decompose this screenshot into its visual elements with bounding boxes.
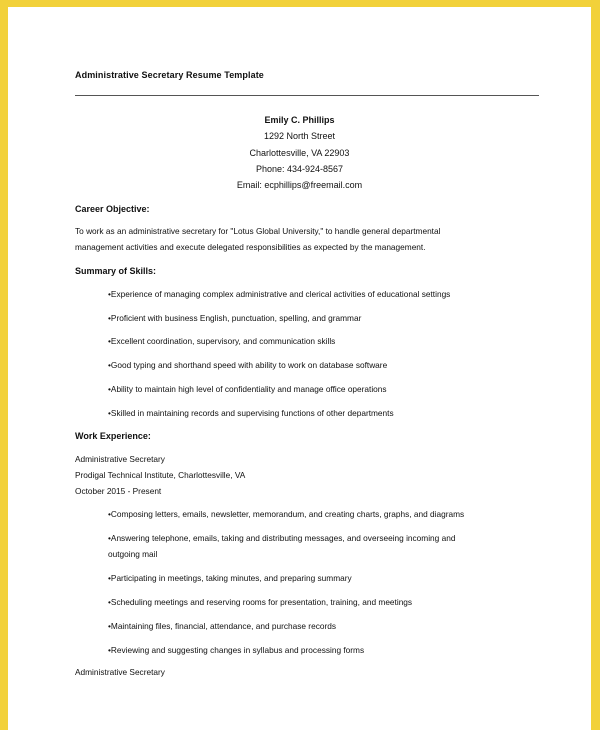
contact-email: Email: ecphillips@freemail.com <box>236 180 363 190</box>
resume-page <box>8 7 591 730</box>
career-objective-line: To work as an administrative secretary for "Lotus Global University," to handle general departmental <box>75 226 441 236</box>
job-employer: Prodigal Technical Institute, Charlottesville, VA <box>75 470 246 480</box>
job-title: Administrative Secretary <box>75 454 165 464</box>
skill-item: •Ability to maintain high level of confidentiality and manage office operations <box>108 384 387 394</box>
skills-heading: Summary of Skills: <box>75 266 157 276</box>
contact-street: 1292 North Street <box>263 131 336 141</box>
job-duty-item: •Composing letters, emails, newsletter, memorandum, and creating charts, graphs, and diagrams <box>108 509 465 519</box>
career-objective-heading: Career Objective: <box>75 204 150 214</box>
title-divider <box>75 95 539 96</box>
contact-name: Emily C. Phillips <box>264 115 335 125</box>
contact-phone: Phone: 434-924-8567 <box>255 164 344 174</box>
contact-city: Charlottesville, VA 22903 <box>249 148 350 158</box>
skill-item: •Experience of managing complex administrative and clerical activities of educational settings <box>108 289 451 299</box>
work-experience-heading: Work Experience: <box>75 431 151 441</box>
job-duty-item: •Maintaining files, financial, attendance, and purchase records <box>108 621 336 631</box>
skill-item: •Skilled in maintaining records and supervising functions of other departments <box>108 408 394 418</box>
job-duty-item: •Scheduling meetings and reserving rooms for presentation, training, and meetings <box>108 597 413 607</box>
next-job-title: Administrative Secretary <box>75 667 165 677</box>
skill-item: •Proficient with business English, punctuation, spelling, and grammar <box>108 313 362 323</box>
job-duty-item-continued: outgoing mail <box>108 549 158 559</box>
job-duty-item: •Answering telephone, emails, taking and distributing messages, and overseeing incoming and <box>108 533 456 543</box>
career-objective-line: management activities and execute delegated responsibilities as expected by the management. <box>75 242 426 252</box>
skill-item: •Good typing and shorthand speed with ability to work on database software <box>108 360 388 370</box>
document-title: Administrative Secretary Resume Template <box>75 70 264 80</box>
job-duty-item: •Participating in meetings, taking minutes, and preparing summary <box>108 573 352 583</box>
job-duty-item: •Reviewing and suggesting changes in syllabus and processing forms <box>108 645 365 655</box>
job-dates: October 2015 - Present <box>75 486 162 496</box>
skill-item: •Excellent coordination, supervisory, and communication skills <box>108 336 336 346</box>
